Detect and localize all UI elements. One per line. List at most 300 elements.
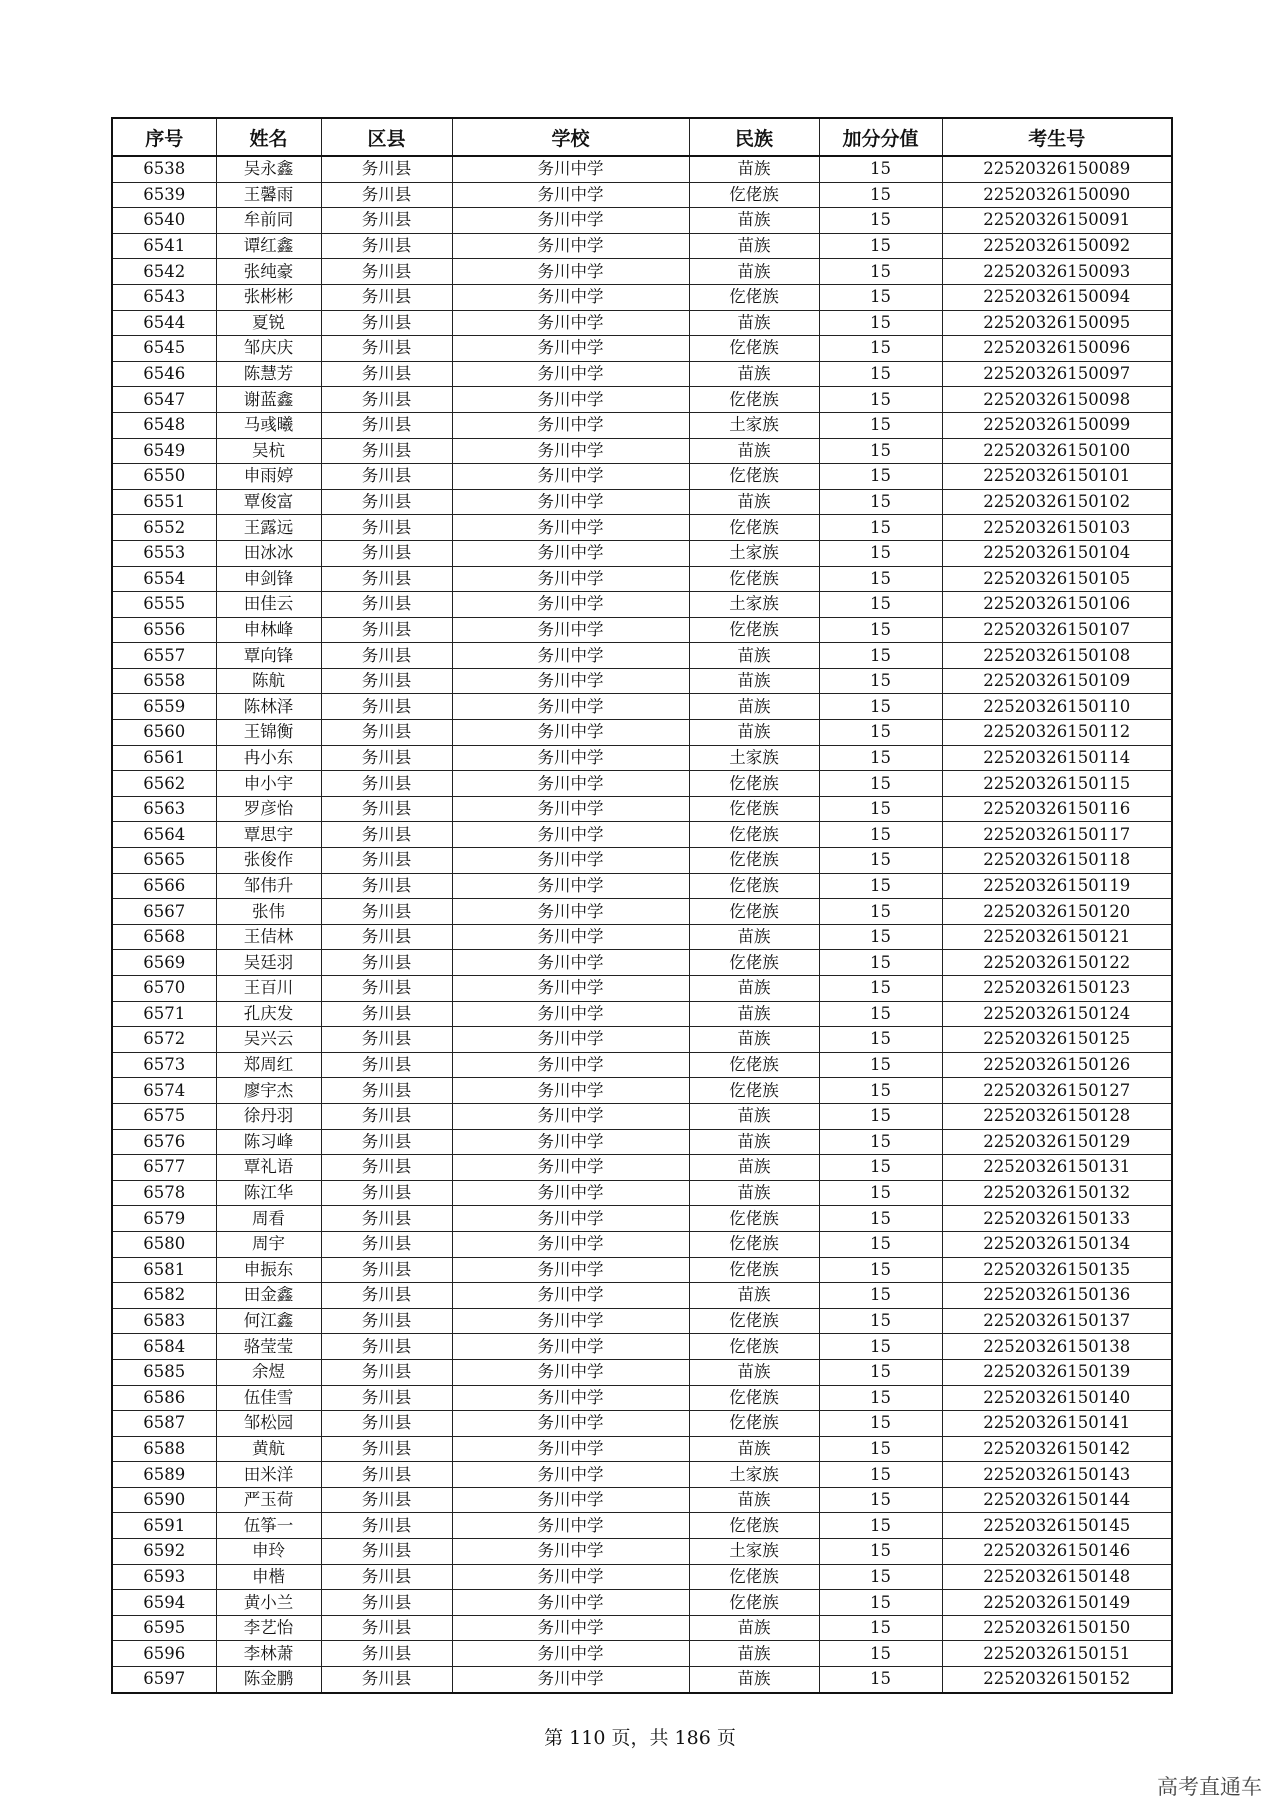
bonus-points-cell: 15	[819, 720, 942, 746]
bonus-points-cell: 15	[819, 1052, 942, 1078]
ethnicity-cell: 仡佬族	[689, 1257, 819, 1283]
bonus-points-cell: 15	[819, 233, 942, 259]
serial-number-cell: 6586	[112, 1385, 216, 1411]
table-row	[112, 1283, 1172, 1309]
ethnicity-cell: 苗族	[689, 1155, 819, 1181]
serial-number-cell: 6543	[112, 284, 216, 310]
county-cell: 务川县	[321, 1667, 452, 1693]
county-cell: 务川县	[321, 1027, 452, 1053]
ethnicity-cell: 苗族	[689, 208, 819, 234]
exam-id-cell: 22520326150120	[942, 899, 1172, 925]
serial-number-cell: 6549	[112, 438, 216, 464]
table-row	[112, 873, 1172, 899]
bonus-points-cell: 15	[819, 694, 942, 720]
bonus-points-cell: 15	[819, 1411, 942, 1437]
exam-id-cell: 22520326150105	[942, 566, 1172, 592]
ethnicity-cell: 仡佬族	[689, 515, 819, 541]
table-row	[112, 1257, 1172, 1283]
header-name: 姓名	[216, 118, 321, 156]
county-cell: 务川县	[321, 848, 452, 874]
exam-id-cell: 22520326150129	[942, 1129, 1172, 1155]
serial-number-cell: 6544	[112, 310, 216, 336]
bonus-points-cell: 15	[819, 515, 942, 541]
exam-id-cell: 22520326150142	[942, 1436, 1172, 1462]
ethnicity-cell: 仡佬族	[689, 796, 819, 822]
table-body	[112, 156, 1172, 1693]
exam-id-cell: 22520326150104	[942, 540, 1172, 566]
table-row	[112, 1078, 1172, 1104]
county-cell: 务川县	[321, 1257, 452, 1283]
name-cell: 马彧曦	[216, 412, 321, 438]
exam-id-cell: 22520326150125	[942, 1027, 1172, 1053]
name-cell: 李林萧	[216, 1641, 321, 1667]
bonus-points-cell: 15	[819, 284, 942, 310]
exam-id-cell: 22520326150137	[942, 1308, 1172, 1334]
serial-number-cell: 6551	[112, 489, 216, 515]
serial-number-cell: 6569	[112, 950, 216, 976]
bonus-points-cell: 15	[819, 668, 942, 694]
serial-number-cell: 6590	[112, 1487, 216, 1513]
name-cell: 李艺怡	[216, 1615, 321, 1641]
ethnicity-cell: 苗族	[689, 1436, 819, 1462]
name-cell: 陈慧芳	[216, 361, 321, 387]
school-cell: 务川中学	[452, 745, 689, 771]
county-cell: 务川县	[321, 1564, 452, 1590]
bonus-points-cell: 15	[819, 540, 942, 566]
table-row	[112, 720, 1172, 746]
serial-number-cell: 6564	[112, 822, 216, 848]
serial-number-cell: 6587	[112, 1411, 216, 1437]
serial-number-cell: 6553	[112, 540, 216, 566]
bonus-points-cell: 15	[819, 1231, 942, 1257]
ethnicity-cell: 苗族	[689, 1359, 819, 1385]
bonus-points-cell: 15	[819, 1462, 942, 1488]
name-cell: 吴杭	[216, 438, 321, 464]
ethnicity-cell: 苗族	[689, 1283, 819, 1309]
bonus-points-cell: 15	[819, 412, 942, 438]
table-row	[112, 1513, 1172, 1539]
serial-number-cell: 6596	[112, 1641, 216, 1667]
name-cell: 申振东	[216, 1257, 321, 1283]
header-school: 学校	[452, 118, 689, 156]
school-cell: 务川中学	[452, 873, 689, 899]
table-row	[112, 1359, 1172, 1385]
ethnicity-cell: 苗族	[689, 1103, 819, 1129]
header-exam-id: 考生号	[942, 118, 1172, 156]
serial-number-cell: 6541	[112, 233, 216, 259]
school-cell: 务川中学	[452, 1334, 689, 1360]
ethnicity-cell: 土家族	[689, 412, 819, 438]
name-cell: 张伟	[216, 899, 321, 925]
school-cell: 务川中学	[452, 1308, 689, 1334]
exam-id-cell: 22520326150114	[942, 745, 1172, 771]
ethnicity-cell: 仡佬族	[689, 1231, 819, 1257]
county-cell: 务川县	[321, 720, 452, 746]
school-cell: 务川中学	[452, 848, 689, 874]
exam-id-cell: 22520326150097	[942, 361, 1172, 387]
school-cell: 务川中学	[452, 1641, 689, 1667]
school-cell: 务川中学	[452, 899, 689, 925]
ethnicity-cell: 苗族	[689, 720, 819, 746]
name-cell: 陈航	[216, 668, 321, 694]
serial-number-cell: 6571	[112, 1001, 216, 1027]
bonus-points-cell: 15	[819, 1641, 942, 1667]
name-cell: 王锦衡	[216, 720, 321, 746]
school-cell: 务川中学	[452, 1180, 689, 1206]
school-cell: 务川中学	[452, 1487, 689, 1513]
county-cell: 务川县	[321, 566, 452, 592]
name-cell: 冉小东	[216, 745, 321, 771]
school-cell: 务川中学	[452, 233, 689, 259]
ethnicity-cell: 仡佬族	[689, 1308, 819, 1334]
bonus-points-cell: 15	[819, 771, 942, 797]
serial-number-cell: 6570	[112, 976, 216, 1002]
ethnicity-cell: 仡佬族	[689, 771, 819, 797]
county-cell: 务川县	[321, 1487, 452, 1513]
serial-number-cell: 6589	[112, 1462, 216, 1488]
school-cell: 务川中学	[452, 1283, 689, 1309]
exam-id-cell: 22520326150145	[942, 1513, 1172, 1539]
school-cell: 务川中学	[452, 617, 689, 643]
county-cell: 务川县	[321, 336, 452, 362]
name-cell: 黄小兰	[216, 1590, 321, 1616]
county-cell: 务川县	[321, 1001, 452, 1027]
serial-number-cell: 6574	[112, 1078, 216, 1104]
bonus-points-cell: 15	[819, 1487, 942, 1513]
name-cell: 邹庆庆	[216, 336, 321, 362]
name-cell: 谭红鑫	[216, 233, 321, 259]
table-row	[112, 1129, 1172, 1155]
serial-number-cell: 6577	[112, 1155, 216, 1181]
ethnicity-cell: 仡佬族	[689, 336, 819, 362]
exam-id-cell: 22520326150126	[942, 1052, 1172, 1078]
table-row	[112, 464, 1172, 490]
county-cell: 务川县	[321, 668, 452, 694]
county-cell: 务川县	[321, 1231, 452, 1257]
bonus-points-cell: 15	[819, 1436, 942, 1462]
serial-number-cell: 6542	[112, 259, 216, 285]
table-row	[112, 412, 1172, 438]
county-cell: 务川县	[321, 1436, 452, 1462]
name-cell: 王露远	[216, 515, 321, 541]
exam-id-cell: 22520326150095	[942, 310, 1172, 336]
name-cell: 孔庆发	[216, 1001, 321, 1027]
serial-number-cell: 6573	[112, 1052, 216, 1078]
school-cell: 务川中学	[452, 1513, 689, 1539]
county-cell: 务川县	[321, 771, 452, 797]
table-row	[112, 976, 1172, 1002]
county-cell: 务川县	[321, 438, 452, 464]
bonus-points-cell: 15	[819, 1129, 942, 1155]
name-cell: 陈金鹏	[216, 1667, 321, 1693]
serial-number-cell: 6578	[112, 1180, 216, 1206]
exam-id-cell: 22520326150133	[942, 1206, 1172, 1232]
exam-id-cell: 22520326150151	[942, 1641, 1172, 1667]
watermark-logo-text: 高考直通车	[1157, 1775, 1262, 1799]
table-row	[112, 310, 1172, 336]
serial-number-cell: 6588	[112, 1436, 216, 1462]
county-cell: 务川县	[321, 1052, 452, 1078]
bonus-points-cell: 15	[819, 1308, 942, 1334]
name-cell: 张彬彬	[216, 284, 321, 310]
serial-number-cell: 6548	[112, 412, 216, 438]
ethnicity-cell: 苗族	[689, 1001, 819, 1027]
serial-number-cell: 6566	[112, 873, 216, 899]
table-row	[112, 796, 1172, 822]
school-cell: 务川中学	[452, 208, 689, 234]
table-row	[112, 643, 1172, 669]
serial-number-cell: 6558	[112, 668, 216, 694]
table-row	[112, 1667, 1172, 1693]
table-row	[112, 950, 1172, 976]
bonus-points-cell: 15	[819, 1334, 942, 1360]
school-cell: 务川中学	[452, 1462, 689, 1488]
name-cell: 王馨雨	[216, 182, 321, 208]
ethnicity-cell: 仡佬族	[689, 387, 819, 413]
table-row	[112, 1462, 1172, 1488]
exam-id-cell: 22520326150118	[942, 848, 1172, 874]
bonus-points-cell: 15	[819, 1590, 942, 1616]
school-cell: 务川中学	[452, 771, 689, 797]
table-row	[112, 1027, 1172, 1053]
name-cell: 田冰冰	[216, 540, 321, 566]
name-cell: 申小宇	[216, 771, 321, 797]
table-row	[112, 924, 1172, 950]
ethnicity-cell: 仡佬族	[689, 1385, 819, 1411]
header-serial-number: 序号	[112, 118, 216, 156]
exam-id-cell: 22520326150108	[942, 643, 1172, 669]
name-cell: 伍筝一	[216, 1513, 321, 1539]
exam-id-cell: 22520326150109	[942, 668, 1172, 694]
ethnicity-cell: 苗族	[689, 643, 819, 669]
county-cell: 务川县	[321, 1334, 452, 1360]
header-ethnicity: 民族	[689, 118, 819, 156]
table-row	[112, 566, 1172, 592]
table-row	[112, 515, 1172, 541]
table-row	[112, 899, 1172, 925]
school-cell: 务川中学	[452, 1027, 689, 1053]
ethnicity-cell: 仡佬族	[689, 950, 819, 976]
school-cell: 务川中学	[452, 1052, 689, 1078]
serial-number-cell: 6560	[112, 720, 216, 746]
exam-id-cell: 22520326150103	[942, 515, 1172, 541]
bonus-points-cell: 15	[819, 259, 942, 285]
serial-number-cell: 6576	[112, 1129, 216, 1155]
name-cell: 严玉荷	[216, 1487, 321, 1513]
school-cell: 务川中学	[452, 976, 689, 1002]
bonus-points-cell: 15	[819, 796, 942, 822]
ethnicity-cell: 苗族	[689, 1667, 819, 1693]
table-row	[112, 1411, 1172, 1437]
bonus-points-cell: 15	[819, 310, 942, 336]
exam-id-cell: 22520326150099	[942, 412, 1172, 438]
bonus-points-cell: 15	[819, 976, 942, 1002]
school-cell: 务川中学	[452, 1385, 689, 1411]
county-cell: 务川县	[321, 1103, 452, 1129]
ethnicity-cell: 仡佬族	[689, 873, 819, 899]
school-cell: 务川中学	[452, 1001, 689, 1027]
exam-id-cell: 22520326150112	[942, 720, 1172, 746]
ethnicity-cell: 苗族	[689, 668, 819, 694]
serial-number-cell: 6555	[112, 592, 216, 618]
school-cell: 务川中学	[452, 515, 689, 541]
school-cell: 务川中学	[452, 1539, 689, 1565]
bonus-points-cell: 15	[819, 1155, 942, 1181]
name-cell: 吴廷羽	[216, 950, 321, 976]
bonus-points-cell: 15	[819, 1001, 942, 1027]
school-cell: 务川中学	[452, 796, 689, 822]
name-cell: 田米洋	[216, 1462, 321, 1488]
ethnicity-cell: 苗族	[689, 489, 819, 515]
county-cell: 务川县	[321, 540, 452, 566]
ethnicity-cell: 苗族	[689, 259, 819, 285]
name-cell: 周宇	[216, 1231, 321, 1257]
serial-number-cell: 6552	[112, 515, 216, 541]
serial-number-cell: 6581	[112, 1257, 216, 1283]
county-cell: 务川县	[321, 1155, 452, 1181]
bonus-points-cell: 15	[819, 1385, 942, 1411]
school-cell: 务川中学	[452, 489, 689, 515]
ethnicity-cell: 仡佬族	[689, 848, 819, 874]
exam-id-cell: 22520326150127	[942, 1078, 1172, 1104]
exam-id-cell: 22520326150106	[942, 592, 1172, 618]
name-cell: 张俊作	[216, 848, 321, 874]
county-cell: 务川县	[321, 976, 452, 1002]
name-cell: 骆莹莹	[216, 1334, 321, 1360]
ethnicity-cell: 土家族	[689, 745, 819, 771]
ethnicity-cell: 仡佬族	[689, 1052, 819, 1078]
serial-number-cell: 6591	[112, 1513, 216, 1539]
school-cell: 务川中学	[452, 1231, 689, 1257]
bonus-points-cell: 15	[819, 848, 942, 874]
name-cell: 牟前同	[216, 208, 321, 234]
county-cell: 务川县	[321, 233, 452, 259]
ethnicity-cell: 仡佬族	[689, 1334, 819, 1360]
exam-id-cell: 22520326150132	[942, 1180, 1172, 1206]
ethnicity-cell: 苗族	[689, 1641, 819, 1667]
serial-number-cell: 6565	[112, 848, 216, 874]
exam-id-cell: 22520326150119	[942, 873, 1172, 899]
serial-number-cell: 6567	[112, 899, 216, 925]
school-cell: 务川中学	[452, 694, 689, 720]
county-cell: 务川县	[321, 1615, 452, 1641]
school-cell: 务川中学	[452, 182, 689, 208]
exam-id-cell: 22520326150089	[942, 156, 1172, 182]
table-row	[112, 540, 1172, 566]
school-cell: 务川中学	[452, 1206, 689, 1232]
table-row	[112, 208, 1172, 234]
ethnicity-cell: 土家族	[689, 1462, 819, 1488]
exam-id-cell: 22520326150100	[942, 438, 1172, 464]
bonus-points-cell: 15	[819, 1564, 942, 1590]
name-cell: 吴永鑫	[216, 156, 321, 182]
ethnicity-cell: 仡佬族	[689, 566, 819, 592]
county-cell: 务川县	[321, 361, 452, 387]
exam-id-cell: 22520326150143	[942, 1462, 1172, 1488]
school-cell: 务川中学	[452, 566, 689, 592]
ethnicity-cell: 仡佬族	[689, 1411, 819, 1437]
name-cell: 覃礼语	[216, 1155, 321, 1181]
table-row	[112, 694, 1172, 720]
serial-number-cell: 6557	[112, 643, 216, 669]
county-cell: 务川县	[321, 182, 452, 208]
county-cell: 务川县	[321, 1283, 452, 1309]
school-cell: 务川中学	[452, 1564, 689, 1590]
school-cell: 务川中学	[452, 1155, 689, 1181]
county-cell: 务川县	[321, 156, 452, 182]
ethnicity-cell: 仡佬族	[689, 182, 819, 208]
name-cell: 覃思宇	[216, 822, 321, 848]
serial-number-cell: 6583	[112, 1308, 216, 1334]
ethnicity-cell: 苗族	[689, 156, 819, 182]
exam-id-cell: 22520326150096	[942, 336, 1172, 362]
name-cell: 周看	[216, 1206, 321, 1232]
bonus-points-cell: 15	[819, 1206, 942, 1232]
school-cell: 务川中学	[452, 1257, 689, 1283]
school-cell: 务川中学	[452, 822, 689, 848]
bonus-points-cell: 15	[819, 873, 942, 899]
bonus-points-cell: 15	[819, 950, 942, 976]
ethnicity-cell: 土家族	[689, 592, 819, 618]
name-cell: 覃向锋	[216, 643, 321, 669]
exam-id-cell: 22520326150117	[942, 822, 1172, 848]
county-cell: 务川县	[321, 643, 452, 669]
ethnicity-cell: 苗族	[689, 438, 819, 464]
serial-number-cell: 6554	[112, 566, 216, 592]
name-cell: 谢蓝鑫	[216, 387, 321, 413]
county-cell: 务川县	[321, 1411, 452, 1437]
bonus-points-cell: 15	[819, 438, 942, 464]
serial-number-cell: 6547	[112, 387, 216, 413]
table-row	[112, 284, 1172, 310]
bonus-points-cell: 15	[819, 643, 942, 669]
bonus-points-cell: 15	[819, 1078, 942, 1104]
bonus-points-cell: 15	[819, 1180, 942, 1206]
table-row	[112, 1206, 1172, 1232]
bonus-points-cell: 15	[819, 1359, 942, 1385]
table-row	[112, 1052, 1172, 1078]
serial-number-cell: 6575	[112, 1103, 216, 1129]
exam-id-cell: 22520326150146	[942, 1539, 1172, 1565]
ethnicity-cell: 仡佬族	[689, 464, 819, 490]
school-cell: 务川中学	[452, 540, 689, 566]
county-cell: 务川县	[321, 208, 452, 234]
exam-id-cell: 22520326150152	[942, 1667, 1172, 1693]
bonus-points-cell: 15	[819, 617, 942, 643]
table-row	[112, 387, 1172, 413]
name-cell: 申楷	[216, 1564, 321, 1590]
table-row	[112, 1308, 1172, 1334]
ethnicity-cell: 苗族	[689, 1487, 819, 1513]
county-cell: 务川县	[321, 1641, 452, 1667]
ethnicity-cell: 苗族	[689, 1180, 819, 1206]
bonus-points-cell: 15	[819, 924, 942, 950]
serial-number-cell: 6550	[112, 464, 216, 490]
school-cell: 务川中学	[452, 438, 689, 464]
name-cell: 邹松园	[216, 1411, 321, 1437]
bonus-points-cell: 15	[819, 156, 942, 182]
exam-id-cell: 22520326150116	[942, 796, 1172, 822]
county-cell: 务川县	[321, 924, 452, 950]
ethnicity-cell: 仡佬族	[689, 822, 819, 848]
serial-number-cell: 6563	[112, 796, 216, 822]
bonus-points-cell: 15	[819, 899, 942, 925]
serial-number-cell: 6539	[112, 182, 216, 208]
exam-id-cell: 22520326150140	[942, 1385, 1172, 1411]
county-cell: 务川县	[321, 1462, 452, 1488]
county-cell: 务川县	[321, 822, 452, 848]
school-cell: 务川中学	[452, 361, 689, 387]
